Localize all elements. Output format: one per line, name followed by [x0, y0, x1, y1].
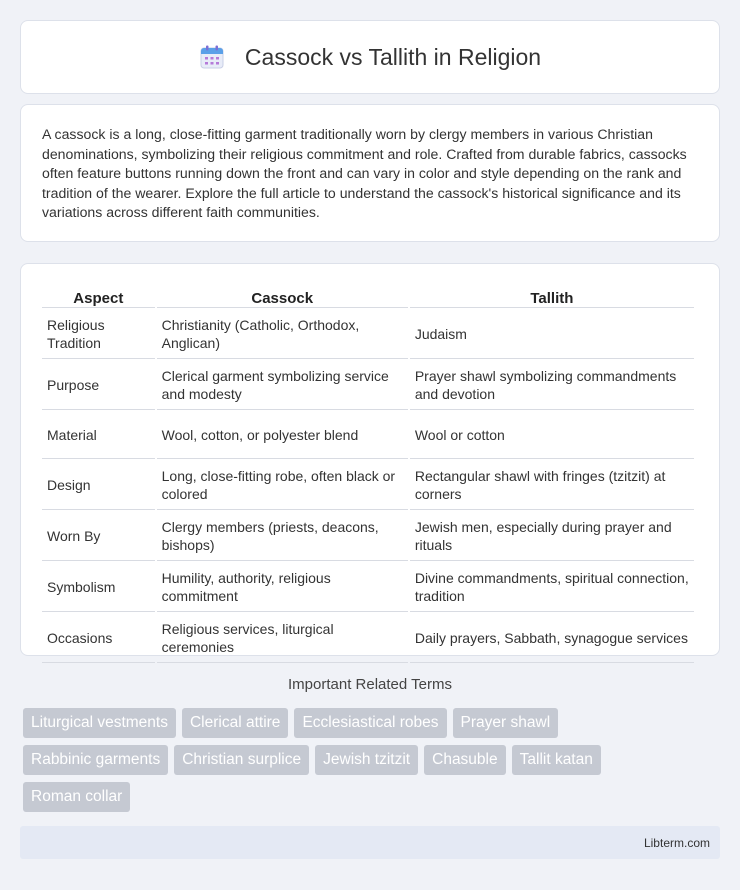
header [199, 44, 541, 71]
table-row [42, 310, 694, 359]
tag-tallit-katan[interactable]: Tallit katan [512, 745, 601, 775]
tag-ecclesiastical-robes[interactable]: Ecclesiastical robes [294, 708, 446, 738]
comparison-table [40, 284, 696, 665]
table-row [42, 563, 694, 612]
tag-row [23, 708, 713, 738]
table-row [42, 412, 694, 459]
tag-roman-collar[interactable]: Roman collar [23, 782, 130, 812]
footer-site-link[interactable]: Libterm.com [643, 835, 710, 850]
cell-tallith: Jewish men, especially during prayer and rituals [410, 512, 694, 561]
table-row [42, 361, 694, 410]
header-aspect: Aspect [42, 286, 155, 308]
header-cassock: Cassock [157, 286, 408, 308]
intro-paragraph: A cassock is a long, close-fitting garment traditionally worn by clergy members in various Christian denominations, symbolizing their religious commitment and role. Crafted from durable fabrics, cassocks often feature buttons running down the front and can vary in color and style depending on the rank and tradition of the wearer. Explore the full article to understand the cassock's historical significance and its variations across different faith communities. [42, 126, 687, 220]
cell-tallith: Daily prayers, Sabbath, synagogue services [410, 614, 694, 663]
table-row [42, 461, 694, 510]
cell-cassock: Christianity (Catholic, Orthodox, Anglican) [157, 310, 408, 359]
tag-liturgical-vestments[interactable]: Liturgical vestments [23, 708, 176, 738]
cell-aspect: Religious Tradition [42, 310, 155, 359]
tag-clerical-attire[interactable]: Clerical attire [182, 708, 288, 738]
cell-cassock: Humility, authority, religious commitment [157, 563, 408, 612]
intro-card [20, 104, 720, 242]
page-title: Cassock vs Tallith in Religion [244, 43, 542, 70]
header-card [20, 20, 720, 94]
tag-jewish-tzitzit[interactable]: Jewish tzitzit [315, 745, 418, 775]
cell-tallith: Judaism [410, 310, 694, 359]
calendar-icon [199, 44, 225, 70]
tag-row [23, 782, 713, 812]
cell-cassock: Long, close-fitting robe, often black or colored [157, 461, 408, 510]
table-row [42, 614, 694, 663]
cell-aspect: Material [42, 412, 155, 459]
footer [20, 826, 720, 859]
table-header-row [42, 286, 694, 308]
cell-aspect: Worn By [42, 512, 155, 561]
tag-row [23, 745, 713, 775]
related-terms-title: Important Related Terms [288, 676, 452, 693]
cell-cassock: Religious services, liturgical ceremonies [157, 614, 408, 663]
cell-aspect: Occasions [42, 614, 155, 663]
tag-christian-surplice[interactable]: Christian surplice [174, 745, 309, 775]
cell-tallith: Divine commandments, spiritual connection, tradition [410, 563, 694, 612]
cell-tallith: Prayer shawl symbolizing commandments and devotion [410, 361, 694, 410]
header-tallith: Tallith [410, 286, 694, 308]
tag-rabbinic-garments[interactable]: Rabbinic garments [23, 745, 168, 775]
cell-tallith: Wool or cotton [410, 412, 694, 459]
related-terms-list [23, 708, 713, 819]
cell-cassock: Clerical garment symbolizing service and modesty [157, 361, 408, 410]
cell-cassock: Wool, cotton, or polyester blend [157, 412, 408, 459]
comparison-card [20, 263, 720, 656]
cell-aspect: Design [42, 461, 155, 510]
cell-cassock: Clergy members (priests, deacons, bishops) [157, 512, 408, 561]
cell-tallith: Rectangular shawl with fringes (tzitzit) at corners [410, 461, 694, 510]
cell-aspect: Symbolism [42, 563, 155, 612]
tag-chasuble[interactable]: Chasuble [424, 745, 506, 775]
cell-aspect: Purpose [42, 361, 155, 410]
table-row [42, 512, 694, 561]
tag-prayer-shawl[interactable]: Prayer shawl [453, 708, 559, 738]
